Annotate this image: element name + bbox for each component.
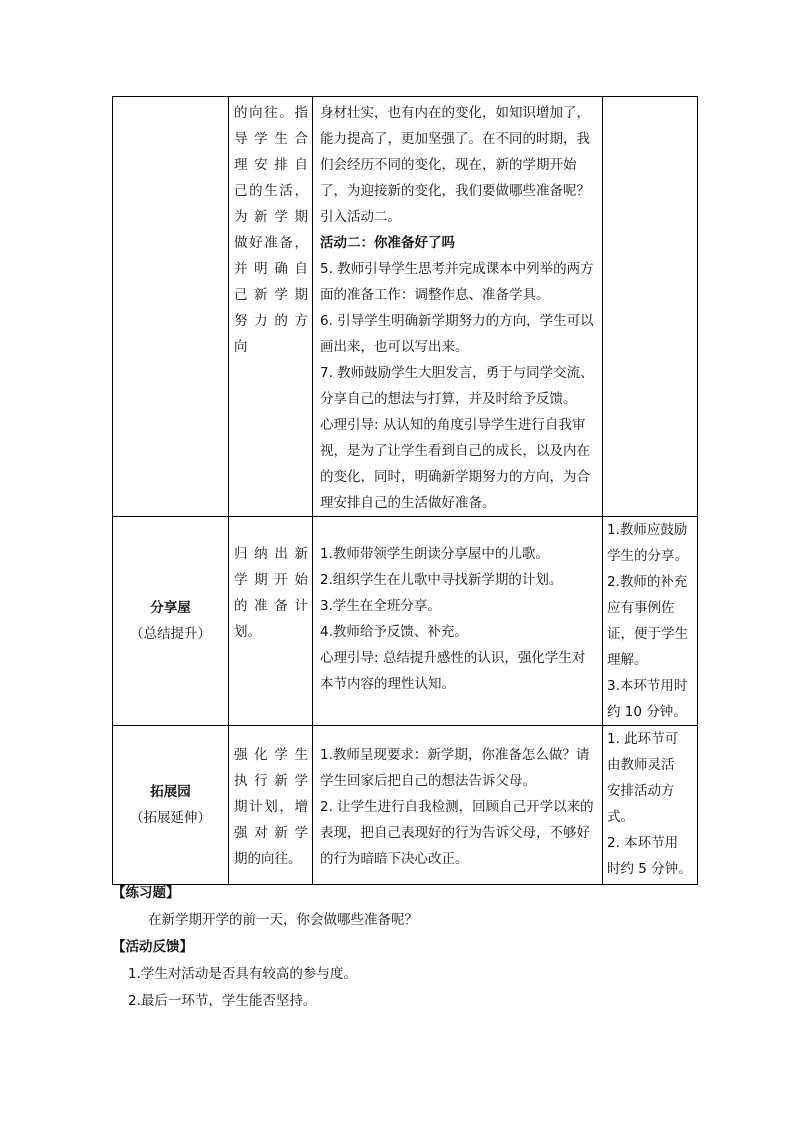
note-line: 约 10 分钟。 bbox=[607, 704, 687, 720]
content-paragraph: 3.学生在全班分享。 bbox=[320, 598, 441, 614]
content-paragraph: 心理引导: 总结提升感性的认识，强化学生对本节内容的理性认知。 bbox=[320, 650, 586, 692]
content-paragraph: 1.教师呈现要求：新学期，你准备怎么做？请学生回家后把自己的想法告诉父母。 bbox=[320, 747, 590, 789]
content-paragraph: 2. 让学生进行自我检测，回顾自己开学以来的表现，把自己表现好的行为告诉父母，不够好的行为暗暗下决心改正。 bbox=[320, 799, 594, 867]
goal-line: 己的生活， bbox=[234, 183, 308, 199]
goal-line: 理安排自 bbox=[234, 157, 308, 173]
note-line: 学生的分享。 bbox=[607, 548, 688, 564]
note-cell bbox=[603, 97, 698, 517]
note-line: 由教师灵活 bbox=[607, 757, 675, 773]
note-line: 2.教师的补充 bbox=[607, 574, 688, 590]
goal-line: 导学生合 bbox=[234, 131, 308, 147]
note-line: 2. 本环节用 bbox=[607, 835, 679, 851]
stage-cell bbox=[113, 726, 229, 885]
goal-cell bbox=[229, 726, 313, 885]
lesson-plan-table bbox=[112, 96, 698, 885]
content-cell bbox=[313, 517, 603, 726]
stage-cell bbox=[113, 517, 229, 726]
content-paragraph: 4.教师给予反馈、补充。 bbox=[320, 624, 468, 640]
stage-subtitle: （总结提升） bbox=[130, 626, 211, 642]
table-row bbox=[113, 97, 698, 517]
goal-cell bbox=[229, 97, 313, 517]
content-cell bbox=[313, 726, 603, 885]
feedback-item: 2.最后一环节，学生能否坚持。 bbox=[128, 993, 317, 1009]
content-paragraph: 6. 引导学生明确新学期努力的方向，学生可以画出来，也可以写出来。 bbox=[320, 313, 594, 355]
goal-line: 己新学期 bbox=[234, 287, 308, 303]
goal-line: 强化学生 bbox=[234, 747, 308, 763]
goal-cell bbox=[229, 517, 313, 726]
after-table-section bbox=[112, 880, 697, 1015]
content-paragraph: 心理引导: 从认知的角度引导学生进行自我审视，是为了让学生看到自己的成长，以及内在的变化，同时，明确新学期努力的方向，为合理安排自己的生活做好准备。 bbox=[320, 417, 590, 511]
goal-line: 期计划，增 bbox=[234, 799, 308, 815]
table-row bbox=[113, 726, 698, 885]
note-line: 理解。 bbox=[607, 652, 648, 668]
note-line: 安排活动方 bbox=[607, 783, 675, 799]
note-line: 应有事例佐 bbox=[607, 600, 675, 616]
content-paragraph: 5. 教师引导学生思考并完成课本中列举的两方面的准备工作：调整作息、准备学具。 bbox=[320, 261, 594, 303]
goal-line: 强对新学 bbox=[234, 825, 308, 841]
goal-line: 的向往。指 bbox=[234, 105, 308, 121]
goal-line: 的准备计 bbox=[234, 598, 308, 614]
goal-line: 努力的方 bbox=[234, 313, 308, 329]
content-cell bbox=[313, 97, 603, 517]
note-cell bbox=[603, 726, 698, 885]
goal-line: 向 bbox=[234, 339, 248, 355]
stage-cell bbox=[113, 97, 229, 517]
content-paragraph: 2.组织学生在儿歌中寻找新学期的计划。 bbox=[320, 572, 563, 588]
table-row bbox=[113, 517, 698, 726]
goal-line: 归纳出新 bbox=[234, 546, 308, 562]
note-line: 3.本环节用时 bbox=[607, 678, 688, 694]
stage-subtitle: （拓展延伸） bbox=[130, 810, 211, 826]
note-line: 1. 此环节可 bbox=[607, 731, 679, 747]
feedback-heading: 【活动反馈】 bbox=[112, 939, 193, 955]
goal-line: 为新学期 bbox=[234, 209, 308, 225]
note-line: 时约 5 分钟。 bbox=[607, 861, 692, 877]
exercise-question: 在新学期开学的前一天，你会做哪些准备呢？ bbox=[148, 912, 418, 928]
goal-line: 学期开始 bbox=[234, 572, 308, 588]
content-paragraph: 1.教师带领学生朗读分享屋中的儿歌。 bbox=[320, 546, 549, 562]
note-line: 证，便于学生 bbox=[607, 626, 688, 642]
content-paragraph: 7. 教师鼓励学生大胆发言，勇于与同学交流、分享自己的想法与打算，并及时给予反馈。 bbox=[320, 365, 594, 407]
exercise-heading: 【练习题】 bbox=[112, 885, 180, 901]
note-line: 1.教师应鼓励 bbox=[607, 522, 688, 538]
goal-line: 执行新学 bbox=[234, 773, 308, 789]
stage-name: 拓展园 bbox=[150, 784, 191, 800]
feedback-item: 1.学生对活动是否具有较高的参与度。 bbox=[128, 966, 357, 982]
goal-line: 做好准备， bbox=[234, 235, 308, 251]
goal-line: 划。 bbox=[234, 624, 261, 640]
content-paragraph: 身材壮实，也有内在的变化，如知识增加了，能力提高了，更加坚强了。在不同的时期，我们会经历不同的变化，现在，新的学期开始了，为迎接新的变化，我们要做哪些准备呢？引入活动二。 bbox=[320, 105, 590, 225]
activity-heading: 活动二：你准备好了吗 bbox=[320, 235, 455, 251]
note-cell bbox=[603, 517, 698, 726]
goal-line: 期的向往。 bbox=[234, 851, 302, 867]
goal-line: 并明确自 bbox=[234, 261, 308, 277]
stage-name: 分享屋 bbox=[150, 600, 191, 616]
note-line: 式。 bbox=[607, 809, 634, 825]
